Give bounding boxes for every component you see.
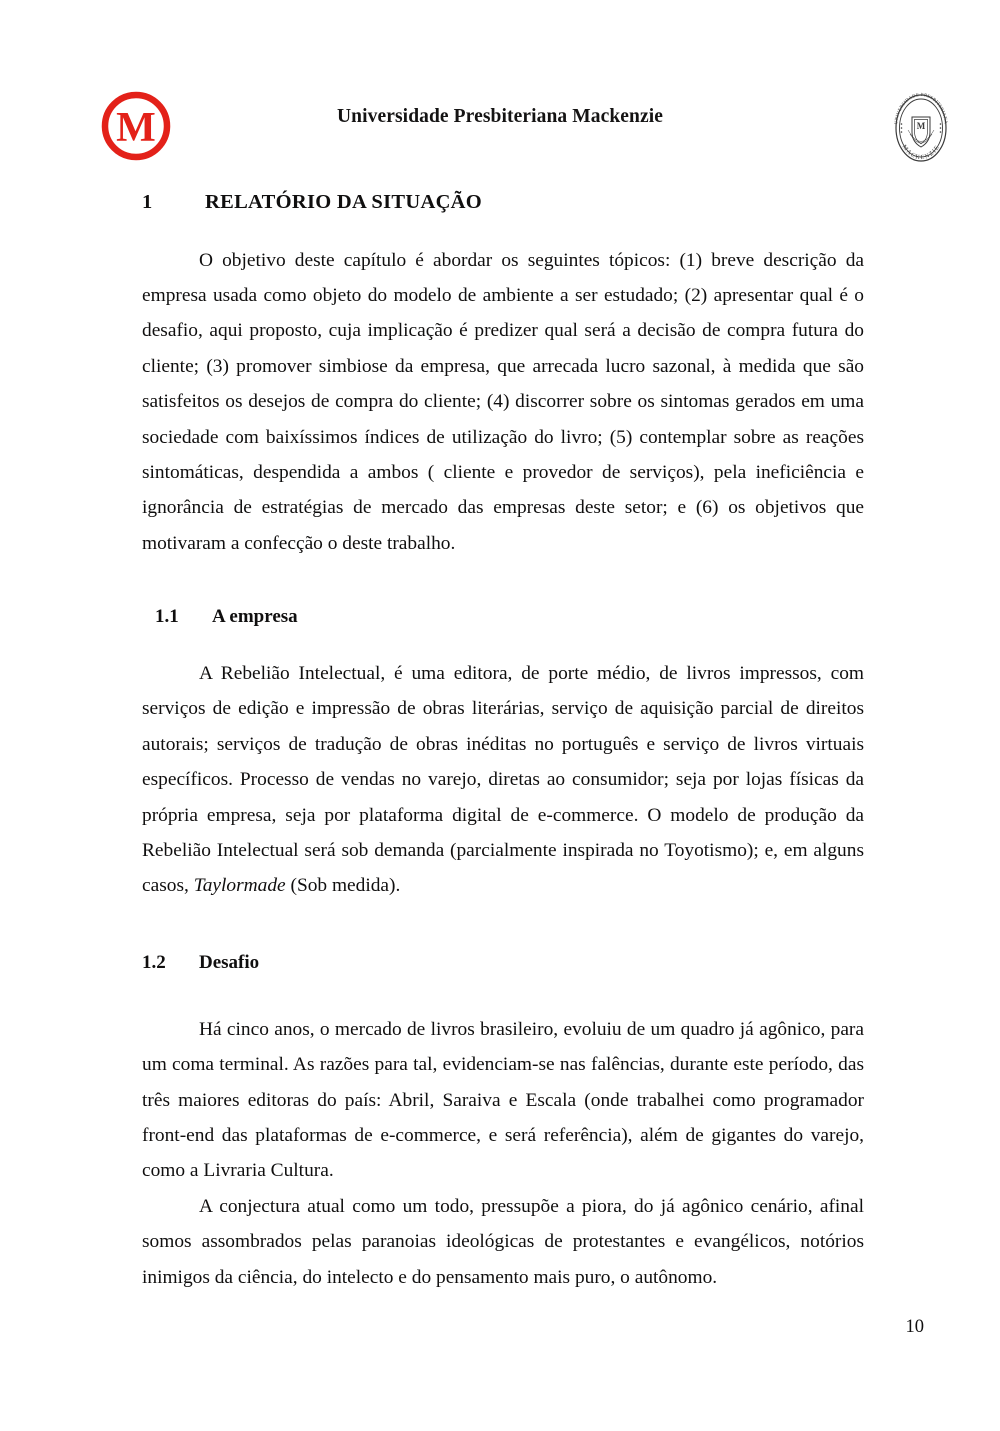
- document-body: [142, 190, 864, 1295]
- heading-subsection-1-2-number: 1.2: [142, 951, 166, 973]
- paragraph-section-1: O objetivo deste capítulo é abordar os seguintes tópicos: (1) breve descrição da empresa usada como objeto do modelo de ambiente a ser estudado; (2) apresentar qual é o desafio, aqui proposto, cuja implicação é predizer qual será a decisão de compra futura do cliente; (3) promover simbiose da empresa, que arrecada lucro sazonal, à medida que são satisfeitos os desejos de compra do cliente; (4) discorrer sobre os sintomas gerados em uma sociedade com baixíssimos índices de utilização do livro; (5) contemplar sobre as reações sintomáticas, despendida a ambos ( cliente e provedor de serviços), pela ineficiência e ignorância de estratégias de mercado das empresas deste setor; e (6) os objetivos que motivaram a confecção o deste trabalho.: [142, 249, 864, 554]
- svg-text:M: M: [916, 121, 926, 131]
- spacer: [142, 904, 864, 952]
- svg-text:M: M: [116, 105, 156, 151]
- paragraph-subsection-1-2-second: A conjectura atual como um todo, pressupõe a piora, do já agônico cenário, afinal somos assombrados pelas paranoias ideológicas de protestantes e evangélicos, notórios inimigos da ciência, do intelecto e do pensamento mais puro, o autônomo.: [142, 1195, 864, 1288]
- page-number: 10: [905, 1317, 924, 1337]
- spacer: [142, 561, 864, 606]
- paragraph-subsection-1-1-part2: (Sob medida).: [285, 875, 401, 897]
- spacer: [142, 975, 864, 1012]
- page-header: [0, 78, 1000, 178]
- heading-subsection-1-1-number: 1.1: [155, 606, 179, 628]
- heading-section-1-label: RELATÓRIO DA SITUAÇÃO: [205, 191, 483, 213]
- heading-subsection-1-2-label: Desafio: [199, 951, 260, 973]
- heading-subsection-1-2: [142, 952, 864, 975]
- svg-text:UNIVERSIDADE PRESBITERIANA: UNIVERSIDADE PRESBITERIANA: [893, 91, 949, 125]
- paragraph-subsection-1-1-part1: A Rebelião Intelectual, é uma editora, de porte médio, de livros impressos, com serviços de edição e impressão de obras literárias, serviço de aquisição parcial de direitos autorais; serviços de tradução de obras inéditas no português e serviço de livros virtuais específicos. Processo de vendas no varejo, diretas ao consumidor; seja por lojas físicas da própria empresa, seja por plataforma digital de e-commerce. O modelo de produção da Rebelião Intelectual será sob demanda (parcialmente inspirada no Toyotismo); e, em alguns casos,: [142, 663, 864, 897]
- page-title: Universidade Presbiteriana Mackenzie: [336, 106, 664, 127]
- paragraph-subsection-1-1: [142, 656, 864, 904]
- paragraph-subsection-1-2-first: Há cinco anos, o mercado de livros brasileiro, evoluiu de um quadro já agônico, para um coma terminal. As razões para tal, evidenciam-se nas falências, durante este período, das três maiores editoras do país: Abril, Saraiva e Escala (onde trabalhei como programador front-end das plataformas de e-commerce, e será referência), além de gigantes do varejo, como a Livraria Cultura.: [142, 1018, 864, 1182]
- svg-text:MACKENZIE: MACKENZIE: [900, 143, 942, 162]
- university-seal-icon: [886, 80, 956, 174]
- heading-section-1-number: 1: [142, 191, 153, 213]
- heading-subsection-1-1: [155, 606, 864, 629]
- heading-subsection-1-1-label: A empresa: [212, 606, 298, 628]
- heading-section-1: [142, 190, 864, 215]
- spacer: [142, 629, 864, 656]
- paragraph-subsection-1-1-emphasis: Taylormade: [193, 875, 286, 897]
- spacer: [142, 215, 864, 243]
